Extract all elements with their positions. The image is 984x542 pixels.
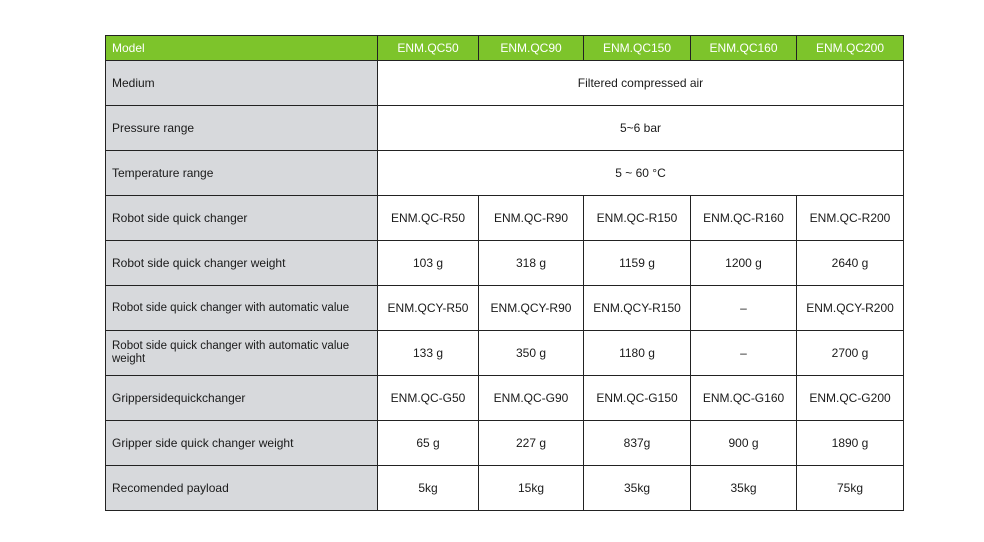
row-robot-changer <box>106 196 904 241</box>
table-cell: 350 g <box>479 331 584 376</box>
table-cell: 35kg <box>584 466 691 511</box>
row-robot-changer-weight <box>106 241 904 286</box>
row-label: Robot side quick changer weight <box>106 241 378 286</box>
table-cell: ENM.QC-G150 <box>584 376 691 421</box>
table-cell: ENM.QC-G90 <box>479 376 584 421</box>
table-cell: 1159 g <box>584 241 691 286</box>
table-cell: 75kg <box>797 466 904 511</box>
table-cell: 227 g <box>479 421 584 466</box>
header-qc200: ENM.QC200 <box>797 36 904 61</box>
header-qc160: ENM.QC160 <box>691 36 797 61</box>
row-label: Robot side quick changer <box>106 196 378 241</box>
header-row <box>106 36 904 61</box>
row-pressure <box>106 106 904 151</box>
table-cell: ENM.QC-R90 <box>479 196 584 241</box>
table-cell: ENM.QC-R150 <box>584 196 691 241</box>
row-label: Medium <box>106 61 378 106</box>
table-cell: ENM.QC-G200 <box>797 376 904 421</box>
table-cell: 35kg <box>691 466 797 511</box>
table-cell: ENM.QCY-R150 <box>584 286 691 331</box>
header-qc50: ENM.QC50 <box>378 36 479 61</box>
table-cell: ENM.QC-R50 <box>378 196 479 241</box>
table-cell: 2640 g <box>797 241 904 286</box>
row-label: Robot side quick changer with automatic value <box>106 286 378 331</box>
row-label: Temperature range <box>106 151 378 196</box>
merged-cell: 5 ~ 60 °C <box>378 151 904 196</box>
table-cell: ENM.QCY-R50 <box>378 286 479 331</box>
table-cell: – <box>691 286 797 331</box>
row-gripper-changer-weight <box>106 421 904 466</box>
table-cell: – <box>691 331 797 376</box>
row-payload <box>106 466 904 511</box>
table-cell: 2700 g <box>797 331 904 376</box>
table-cell: ENM.QC-R160 <box>691 196 797 241</box>
row-label: Recomended payload <box>106 466 378 511</box>
table-cell: 318 g <box>479 241 584 286</box>
table-cell: 5kg <box>378 466 479 511</box>
table-cell: 837g <box>584 421 691 466</box>
table-cell: 15kg <box>479 466 584 511</box>
row-label: Robot side quick changer with automatic value weight <box>106 331 378 376</box>
table-cell: ENM.QCY-R90 <box>479 286 584 331</box>
table-cell: ENM.QCY-R200 <box>797 286 904 331</box>
table-cell: 103 g <box>378 241 479 286</box>
merged-cell: 5~6 bar <box>378 106 904 151</box>
row-robot-auto-value-weight <box>106 331 904 376</box>
spec-table <box>105 35 904 511</box>
row-label: Grippersidequickchanger <box>106 376 378 421</box>
table-cell: 133 g <box>378 331 479 376</box>
table-cell: ENM.QC-G160 <box>691 376 797 421</box>
table-cell: 900 g <box>691 421 797 466</box>
header-qc150: ENM.QC150 <box>584 36 691 61</box>
header-qc90: ENM.QC90 <box>479 36 584 61</box>
table-cell: 1200 g <box>691 241 797 286</box>
table-cell: 65 g <box>378 421 479 466</box>
row-label: Gripper side quick changer weight <box>106 421 378 466</box>
table-cell: ENM.QC-R200 <box>797 196 904 241</box>
table-cell: ENM.QC-G50 <box>378 376 479 421</box>
merged-cell: Filtered compressed air <box>378 61 904 106</box>
row-gripper-changer <box>106 376 904 421</box>
row-temperature <box>106 151 904 196</box>
table-cell: 1890 g <box>797 421 904 466</box>
row-robot-auto-value <box>106 286 904 331</box>
row-label: Pressure range <box>106 106 378 151</box>
table-cell: 1180 g <box>584 331 691 376</box>
row-medium <box>106 61 904 106</box>
header-model: Model <box>106 36 378 61</box>
